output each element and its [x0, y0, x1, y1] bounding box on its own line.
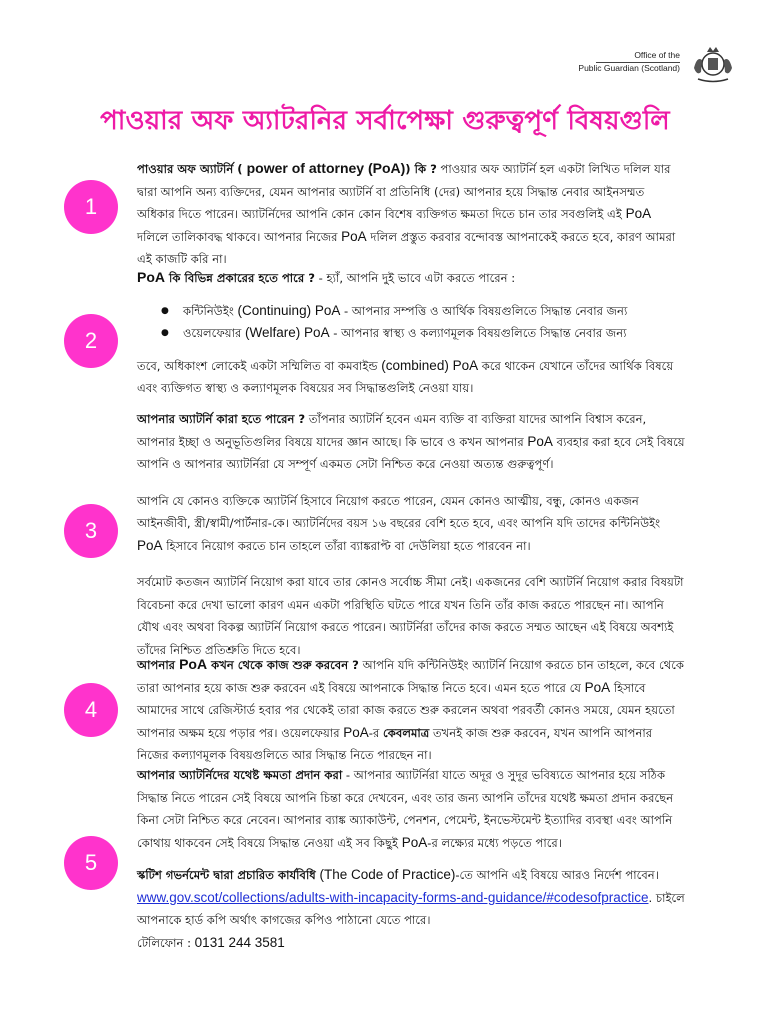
body-text: তবে, অধিকাংশ লোকেই একটা সম্মিলিত বা কমবাইন্ড	[137, 358, 382, 373]
body-text: হিসাবে আমাদের সাথে রেজিস্টার্ড হবার পর থেকেই তারা কাজ করতে শুরু করলেন অথবা পরবর্তী কোনও সময়ে, যেমন হয়তো আপনার অক্ষম হয়ে পড়ার পর। ওয়েলফেয়ার	[137, 680, 675, 740]
body-text: ব্যবহার করা হবে সেই বিষয়ে আপনি ও আপনার অ্যাটর্নিরা যে সম্পূর্ণ একমত সেটা নিশ্চিত করে নেওয়া অত্যন্ত গুরুত্বপূর্ণ।	[137, 434, 685, 471]
organisation-name	[578, 50, 680, 73]
body-text: আপনি যদি কন্টিনিউইং অ্যাটর্নি নিয়োগ করতে চান তাহলে, কবে থেকে তারা আপনার হয়ে কাজ শুরু করবেন এই বিষয়ে আপনাকে সিদ্ধান্ত নিতে হবে। এমন হতে পারে যে	[137, 658, 685, 695]
heading-text: কখন থেকে কাজ শুরু করবেন ?	[207, 658, 359, 672]
body-text: তাঁপনার অ্যাটর্নি হবেন এমন ব্যক্তি বা ব্যক্তিরা যাদের আপনি বিশ্বাস করেন, আপনার ইচ্ছা ও অনুভূতিগুলির বিষয়ে যাদের জ্ঞান আছে। কি ভাবে ও কখন আপনার	[137, 412, 647, 449]
body-text: -র	[368, 725, 384, 740]
question-heading: আপনার অ্যাটর্নি কারা হতে পারেন ?	[137, 412, 306, 426]
list-text: - আপনার স্বাস্থ্য ও কল্যাণমূলক বিষয়গুলিতে সিদ্ধান্ত নেবার জন্য	[329, 326, 627, 340]
poa-term: (Continuing) PoA	[237, 302, 341, 318]
paragraph	[137, 157, 685, 271]
question-heading	[137, 162, 437, 176]
body-text: আপনি যে কোনও ব্যক্তিকে অ্যাটর্নি হিসাবে নিয়োগ করতে পারেন, যেমন কোনও আত্মীয়, বন্ধু, কোনও একজন আইনজীবী, স্ত্রী/স্বামী/পার্টনার-কে। অ্যাটর্নিদের বয়স ১৬ বছরের বেশি হতে হবে, এবং আপনি যদি তাদের কন্টিনিউইং	[137, 493, 661, 530]
paragraph	[137, 653, 685, 767]
heading-term: PoA	[137, 269, 165, 285]
paragraph	[137, 490, 685, 558]
emphasis-text: কেবলমাত্র	[383, 725, 430, 740]
poa-term: PoA	[625, 206, 652, 221]
paragraph: সর্বমোট কতজন অ্যাটর্নি নিয়োগ করা যাবে তার কোনও সর্বোচ্চ সীমা নেই। একজনের বেশি অ্যাটর্নি নিয়োগ করার বিষয়টা বিবেচনা করে দেখা ভালো কারণ এমন একটা পরিস্থিতি ঘটতে পারে যখন তিনি তাঁর কাজ করতে পারছেন না। আপনি যৌথ এবং অথবা বিকল্প অ্যাটর্নি নিয়োগ করতে পারেন। অ্যাটর্নিরা তাঁদের কাজ করতে সম্মত আছেন এই বিষয়ে অবশ্যই তাঁদের নিশ্চিত প্রতিশ্রুতি দিতে হবে।	[137, 575, 684, 657]
body-text: - আপনার অ্যাটর্নিরা যাতে অদূর ও সুদূর ভবিষ্যতে আপনার হয়ে সঠিক সিদ্ধান্ত নিতে পারেন সেই বিষয়ে আপনি চিন্তা করে দেখবেন, এবং তার জন্য আপনি তাঁদের যথেষ্ট ক্ষমতা প্রদান করছেন কিনা সেটা নিশ্চিত করে নেবেন। আপনার ব্যাঙ্ক অ্যাকাউন্ট, পেনশন, পেমেন্ট, ইনভেস্টমেন্ট ইত্যাদির ব্যবস্থা এবং আপনি কোথায় থাকবেন সেই বিষয়ে সিদ্ধান্ত নেওয়া এই সব কিছুই	[137, 768, 674, 850]
header	[578, 38, 738, 84]
page-title: পাওয়ার অফ অ্যাটরনির সর্বাপেক্ষা গুরুত্বপূর্ণ বিষয়গুলি	[100, 106, 670, 136]
question-heading: আপনার অ্যাটর্নিদের যথেষ্ট ক্ষমতা প্রদান করা	[137, 768, 343, 782]
poa-type-list	[137, 300, 685, 345]
section-number-badge: 5	[64, 836, 118, 890]
heading-term: PoA	[179, 656, 208, 672]
section-when-poa-starts	[137, 653, 685, 767]
section-number-badge: 1	[64, 180, 118, 234]
section-number-badge: 2	[64, 314, 118, 368]
poa-term: PoA	[341, 228, 367, 244]
poa-term: (combined) PoA	[381, 357, 479, 373]
body-text: -তে আপনি এই বিষয়ে আরও নির্দেশ পাবেন।	[455, 868, 659, 882]
section-number-badge: 3	[64, 504, 118, 558]
poa-term: PoA	[584, 679, 611, 695]
section-what-is-poa	[137, 157, 685, 271]
body-text: -র লক্ষ্যের মধ্যে পড়তে পারে।	[427, 835, 562, 850]
question-heading	[137, 271, 315, 285]
poa-term: PoA	[401, 834, 428, 850]
poa-term: PoA	[343, 724, 369, 740]
body-text: - হ্যাঁ, আপনি দুই ভাবে এটা করতে পারেন :	[314, 271, 516, 285]
heading-text: কি বিভিন্ন প্রকারের হতে পারে ?	[165, 271, 315, 285]
heading-text: ) কি ?	[405, 162, 437, 176]
body-text: দলিল প্রস্তুত করবার বন্দোবস্ত আপনাকেই করতে হবে, কারণ আমরা এই কাজটি করি না।	[137, 229, 676, 266]
list-item	[161, 322, 685, 345]
list-text: - আপনার সম্পত্তি ও আর্থিক বিষয়গুলিতে সিদ্ধান্ত নেবার জন্য	[340, 303, 628, 318]
heading-text: পাওয়ার অফ অ্যাটর্নি (	[137, 162, 247, 176]
section-poa-types	[137, 266, 685, 400]
phone-number: 0131 244 3581	[194, 934, 285, 950]
code-of-practice-term: (The Code of Practice)	[315, 867, 456, 882]
phone-label: টেলিফোন :	[137, 935, 195, 950]
paragraph	[137, 266, 685, 290]
emphasis-text: স্কটিশ গভর্নমেন্ট দ্বারা প্রচারিত কার্যবিধি	[137, 868, 316, 882]
body-text: হিসাবে নিয়োগ করতে চান তাহলে তাঁরা ব্যাঙ্করাপ্ট বা দেউলিয়া হতে পারবেন না।	[162, 538, 531, 553]
list-text: কন্টিনিউইং	[183, 303, 238, 318]
heading-term: power of attorney (PoA)	[246, 160, 406, 176]
body-text: করে থাকেন যেখানে তাঁদের আর্থিক বিষয়ে এবং ব্যক্তিগত স্বাস্থ্য ও কল্যাণমূলক বিষয়ের সব সিদ্ধান্তগুলিই নেওয়া যায়।	[137, 358, 674, 395]
section-who-can-be-attorney	[137, 408, 685, 661]
poa-term: PoA	[527, 433, 553, 449]
body-text: পাওয়ার অফ অ্যাটর্নি হল একটা লিখিত দলিল যার দ্বারা আপনি অন্য ব্যক্তিদের, যেমন আপনার অ্যাটর্নি বা প্রতিনিধি (দের) আপনার হয়ে সিদ্ধান্ত নেবার আইনসম্মত অধিকার দিতে পারেন। অ্যাটর্নিদের আপনি কোন কোন বিশেষ ব্যক্তিগত ক্ষমতা দিতে চান তার সবগুলিই এই	[137, 162, 671, 221]
body-text: দলিলে তালিকাবদ্ধ থাকবে। আপনার নিজের	[137, 229, 342, 244]
list-text: ওয়েলফেয়ার	[183, 326, 246, 340]
poa-term: PoA	[137, 537, 163, 553]
list-item	[161, 300, 685, 323]
paragraph	[137, 764, 685, 854]
royal-crest-icon	[688, 38, 738, 84]
paragraph	[137, 355, 685, 400]
question-heading	[137, 658, 359, 672]
org-name-line2: Public Guardian (Scotland)	[578, 63, 680, 73]
poa-term: (Welfare) PoA	[245, 325, 330, 340]
heading-text: আপনার	[137, 658, 180, 672]
section-number-badge: 4	[64, 683, 118, 737]
code-of-practice-link[interactable]: www.gov.scot/collections/adults-with-incapacity-forms-and-guidance/#codesofpractice	[137, 889, 649, 905]
body-text: . চাইলে আপনাকে হার্ড কপি অর্থাৎ কাগজের কপিও পাঠানো যেতে পারে।	[137, 890, 685, 927]
phone-line	[137, 932, 685, 955]
paragraph	[137, 864, 685, 932]
body-text: তখনই কাজ শুরু করবেন, যখন আপনি আপনার নিজের কল্যাণমূলক বিষয়গুলিতে আর সিদ্ধান্ত নিতে পারছেন না।	[137, 725, 653, 762]
section-attorney-powers	[137, 764, 685, 954]
paragraph	[137, 408, 685, 476]
org-name-line1: Office of the	[634, 50, 680, 60]
